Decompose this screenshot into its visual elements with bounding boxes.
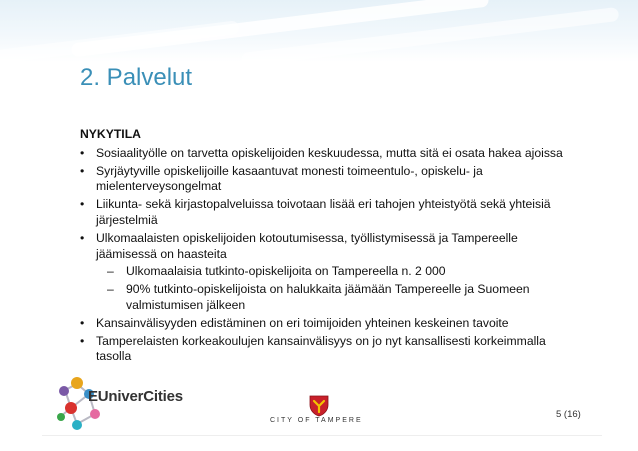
city-name: CITY OF TAMPERE (270, 417, 363, 424)
sub-bullet-text: 90% tutkinto-opiskelijoista on halukkaita jäämään Tampereelle ja Suomeen valmistumisen jälkeen (126, 282, 530, 312)
bullet-text: Liikunta- sekä kirjastopalveluissa toivotaan lisää eri tahojen yhteistyötä sekä yhteisiä järjestelmiä (96, 197, 551, 227)
list-item (80, 334, 570, 366)
list-item (80, 231, 570, 314)
slide-title: 2. Palvelut (80, 64, 193, 91)
bullet-text: Kansainvälisyyden edistäminen on eri toimijoiden yhteinen keskeinen tavoite (96, 315, 509, 330)
page-number: 5 (16) (556, 409, 581, 420)
bullet-list (80, 146, 570, 365)
bullet-text: Ulkomaalaisten opiskelijoiden kotoutumisessa, työllistymisessä ja Tampereelle jäämisessä on haasteita (96, 230, 518, 261)
header-band (0, 0, 638, 62)
list-item (80, 197, 570, 229)
sub-bullet-text: Ulkomaalaisia tutkinto-opiskelijoita on Tampereella n. 2 000 (126, 264, 446, 279)
bullet-text: Sosiaalityölle on tarvetta opiskelijoiden keskuudessa, mutta sitä ei osata hakea ajoissa (96, 145, 563, 160)
tampere-crest-icon (309, 395, 329, 417)
sub-bullet-list (96, 264, 570, 313)
sub-list-item (96, 264, 570, 280)
section-heading: NYKYTILA (80, 127, 141, 141)
list-item (80, 146, 570, 162)
list-item (80, 316, 570, 332)
sub-list-item (96, 282, 570, 314)
slide-content (80, 127, 570, 367)
logo-text: EUniverCities (88, 388, 183, 405)
bullet-text: Tamperelaisten korkeakoulujen kansainvälisyys on jo nyt kansallisesti korkeimmalla tasolla (96, 333, 546, 364)
bullet-text: Syrjäytyville opiskelijoille kasaantuvat monesti toimeentulo-, opiskelu- ja mielenterveysongelmat (96, 163, 483, 194)
list-item (80, 164, 570, 196)
footer-divider (42, 435, 602, 436)
